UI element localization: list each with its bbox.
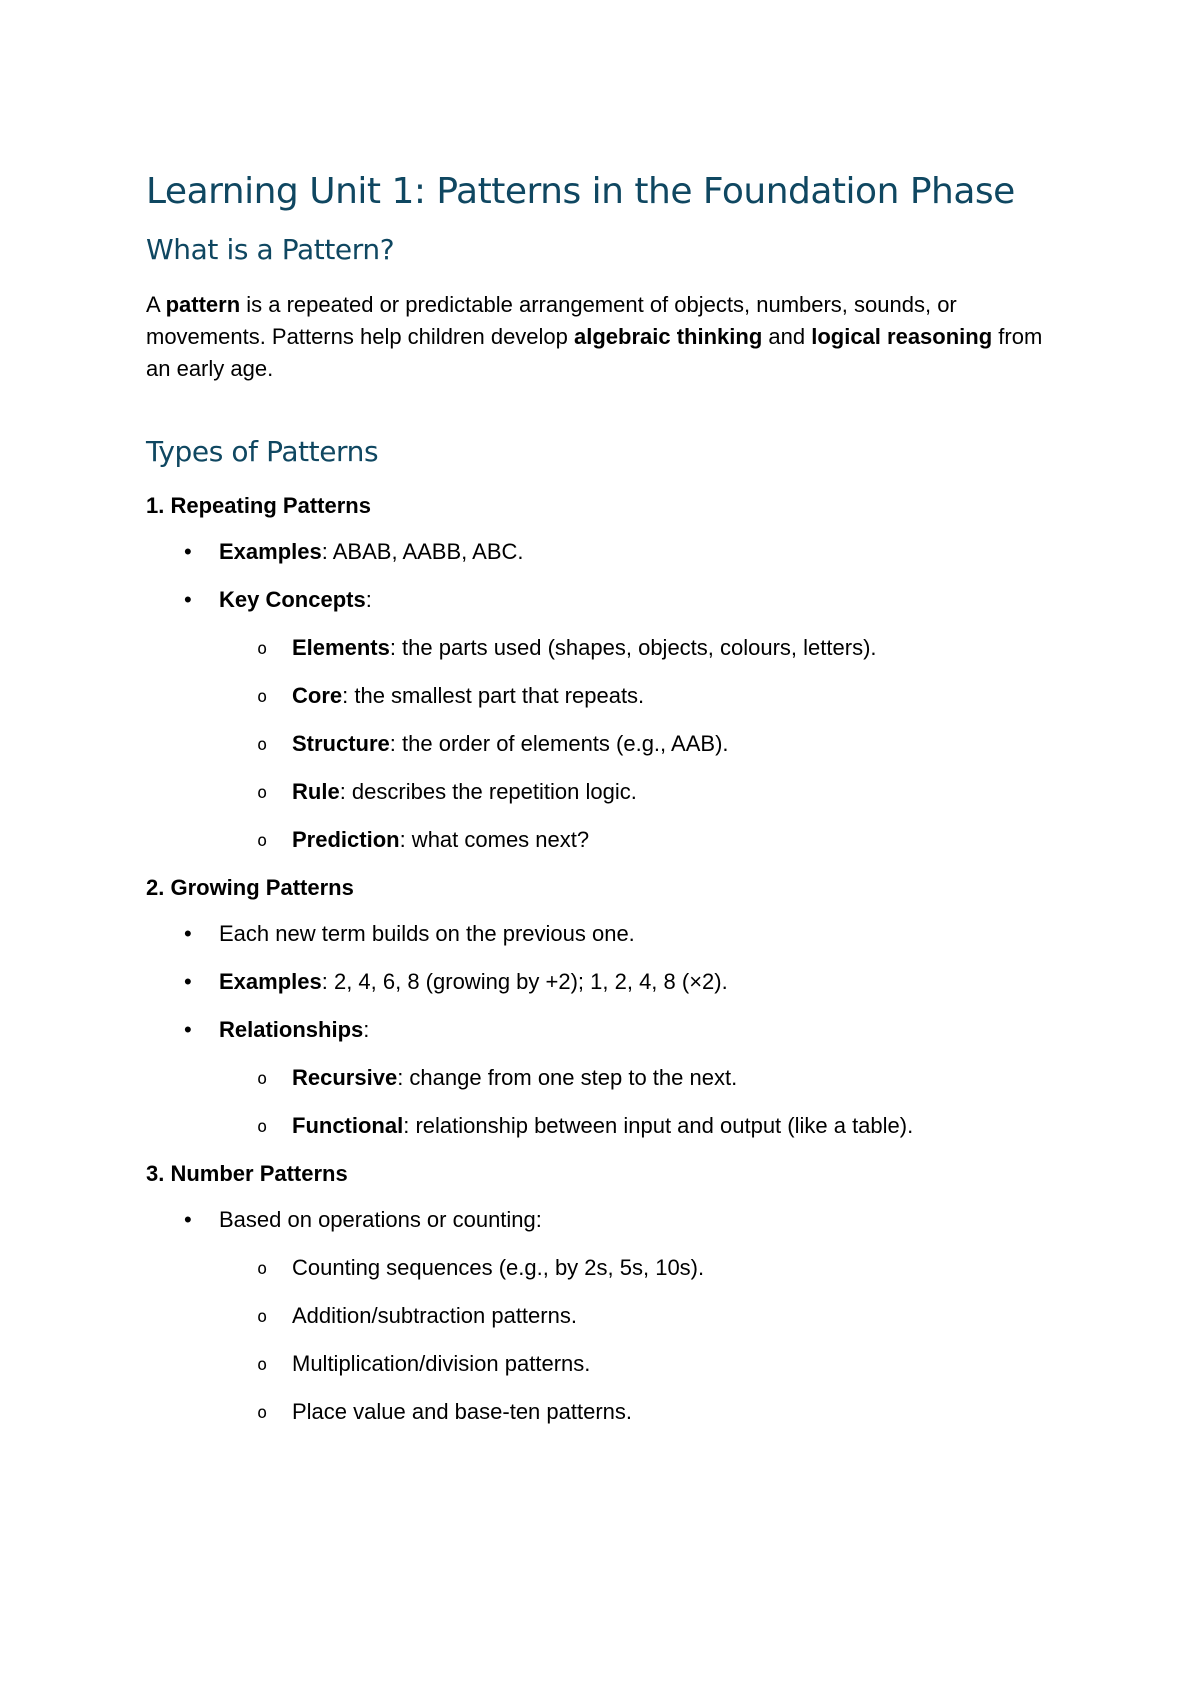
item-text: : what comes next? bbox=[399, 827, 590, 853]
subheading-growing: 2. Growing Patterns bbox=[146, 875, 354, 901]
bullet-circle-icon: o bbox=[257, 639, 268, 660]
item-text: Based on operations or counting: bbox=[219, 1207, 542, 1233]
repeating-list bbox=[146, 536, 1066, 856]
item-label: Prediction bbox=[292, 827, 400, 853]
item-text: : 2, 4, 6, 8 (growing by +2); 1, 2, 4, 8 (×2). bbox=[321, 969, 728, 995]
item-label: Relationships bbox=[219, 1017, 364, 1043]
list-item bbox=[219, 824, 1066, 856]
list-item bbox=[146, 966, 1066, 998]
item-text: : describes the repetition logic. bbox=[339, 779, 637, 805]
item-text: : relationship between input and output (like a table). bbox=[403, 1113, 914, 1139]
bullet-circle-icon: o bbox=[257, 1403, 268, 1424]
bullet-circle-icon: o bbox=[257, 1117, 268, 1138]
list-item bbox=[219, 1062, 1066, 1094]
item-label: Examples bbox=[219, 969, 322, 995]
intro-bold-algebraic: algebraic thinking bbox=[574, 323, 763, 349]
item-label: Examples bbox=[219, 539, 322, 565]
item-text: : the parts used (shapes, objects, colours, letters). bbox=[389, 635, 877, 661]
item-label: Structure bbox=[292, 731, 390, 757]
number-sublist bbox=[219, 1252, 1066, 1428]
list-item bbox=[219, 1300, 1066, 1332]
list-item bbox=[146, 584, 1066, 856]
list-item bbox=[146, 918, 1066, 950]
key-concepts-list bbox=[219, 632, 1066, 856]
list-item bbox=[146, 536, 1066, 568]
list-item bbox=[219, 632, 1066, 664]
item-text: Multiplication/division patterns. bbox=[292, 1351, 591, 1377]
list-item bbox=[219, 728, 1066, 760]
number-list bbox=[146, 1204, 1066, 1428]
item-text: Place value and base-ten patterns. bbox=[292, 1399, 633, 1425]
relationships-list bbox=[219, 1062, 1066, 1142]
item-text: Counting sequences (e.g., by 2s, 5s, 10s). bbox=[292, 1255, 705, 1281]
item-label: Key Concepts bbox=[219, 587, 366, 613]
intro-text: is a repeated or predictable arrangement of objects, numbers, sounds, or movements. Patterns help children develop bbox=[146, 291, 957, 349]
bullet-dot-icon: • bbox=[184, 587, 192, 613]
bullet-circle-icon: o bbox=[257, 1259, 268, 1280]
bullet-circle-icon: o bbox=[257, 831, 268, 852]
item-text: : the smallest part that repeats. bbox=[342, 683, 645, 709]
bullet-circle-icon: o bbox=[257, 1069, 268, 1090]
intro-text: A bbox=[146, 291, 166, 317]
subheading-number: 3. Number Patterns bbox=[146, 1161, 348, 1187]
document-page bbox=[146, 170, 1066, 1444]
list-item bbox=[219, 1396, 1066, 1428]
item-text: : bbox=[365, 587, 372, 613]
item-label: Recursive bbox=[292, 1065, 398, 1091]
section-heading-types: Types of Patterns bbox=[146, 434, 379, 468]
subheading-repeating: 1. Repeating Patterns bbox=[146, 493, 371, 519]
list-item bbox=[219, 680, 1066, 712]
item-label: Core bbox=[292, 683, 343, 709]
bullet-circle-icon: o bbox=[257, 1307, 268, 1328]
section-heading-what-is-pattern: What is a Pattern? bbox=[146, 233, 395, 267]
intro-paragraph bbox=[146, 289, 1066, 385]
page-title: Learning Unit 1: Patterns in the Foundation Phase bbox=[146, 171, 1015, 212]
list-item bbox=[219, 776, 1066, 808]
bullet-dot-icon: • bbox=[184, 539, 192, 565]
item-text: : the order of elements (e.g., AAB). bbox=[389, 731, 729, 757]
item-text: Each new term builds on the previous one. bbox=[219, 921, 635, 947]
item-label: Elements bbox=[292, 635, 390, 661]
bullet-dot-icon: • bbox=[184, 1017, 192, 1043]
item-label: Functional bbox=[292, 1113, 404, 1139]
intro-bold-logical: logical reasoning bbox=[811, 323, 993, 349]
item-text: : bbox=[363, 1017, 370, 1043]
list-item bbox=[219, 1110, 1066, 1142]
growing-list bbox=[146, 918, 1066, 1142]
list-item bbox=[146, 1014, 1066, 1142]
intro-text: and bbox=[762, 323, 812, 349]
item-text: : change from one step to the next. bbox=[397, 1065, 738, 1091]
bullet-dot-icon: • bbox=[184, 969, 192, 995]
list-item bbox=[146, 1204, 1066, 1428]
bullet-circle-icon: o bbox=[257, 735, 268, 756]
item-text: Addition/subtraction patterns. bbox=[292, 1303, 577, 1329]
item-label: Rule bbox=[292, 779, 340, 805]
item-text: : ABAB, AABB, ABC. bbox=[321, 539, 524, 565]
bullet-dot-icon: • bbox=[184, 1207, 192, 1233]
list-item bbox=[219, 1348, 1066, 1380]
intro-bold-pattern: pattern bbox=[165, 291, 241, 317]
list-item bbox=[219, 1252, 1066, 1284]
bullet-dot-icon: • bbox=[184, 921, 192, 947]
bullet-circle-icon: o bbox=[257, 783, 268, 804]
bullet-circle-icon: o bbox=[257, 687, 268, 708]
bullet-circle-icon: o bbox=[257, 1355, 268, 1376]
intro-text: from an early age. bbox=[146, 323, 1043, 381]
